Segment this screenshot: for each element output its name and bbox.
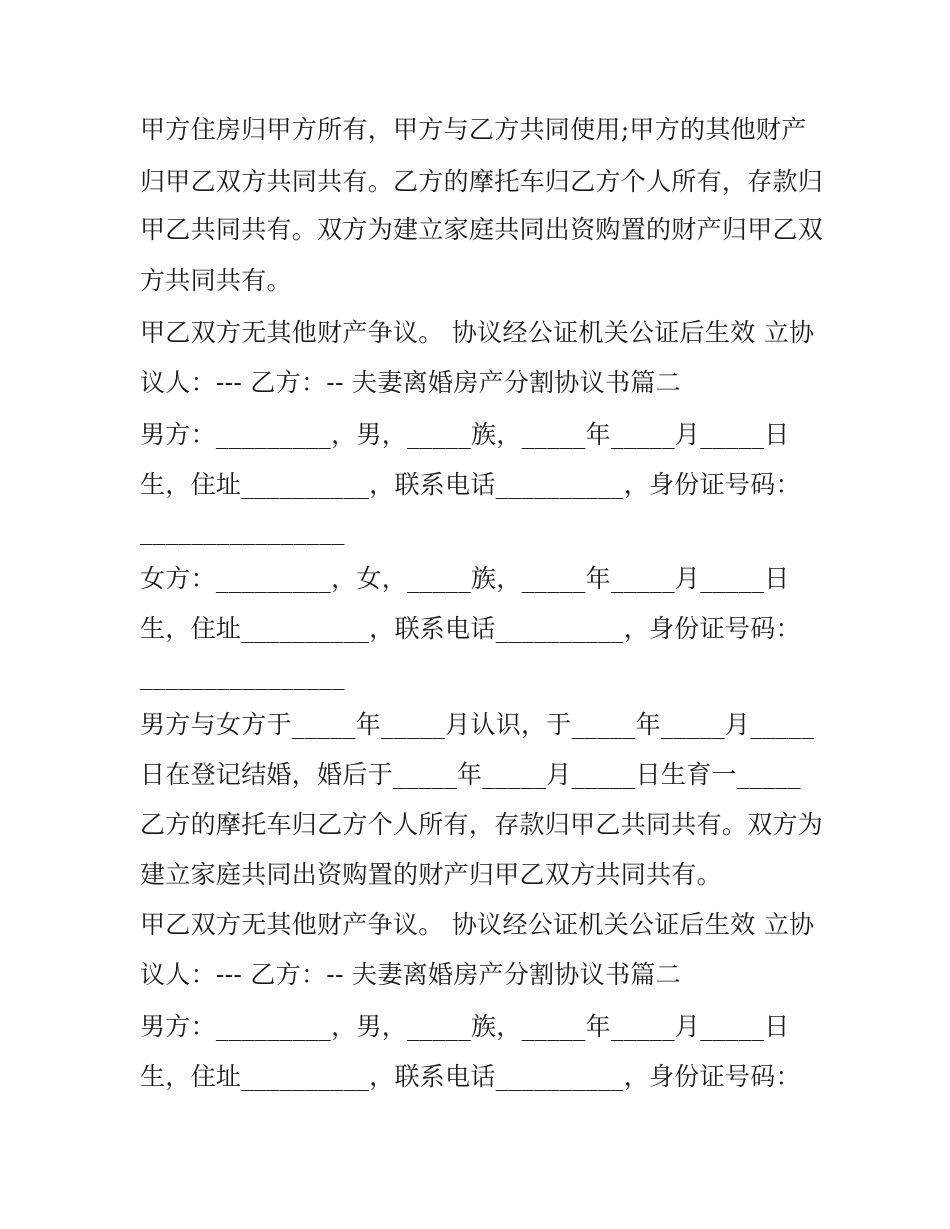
text-line: 归甲乙双方共同共有。乙方的摩托车归乙方个人所有，存款归: [140, 167, 824, 196]
text-line: 方共同共有。: [140, 266, 292, 295]
text-line: 甲乙双方无其他财产争议。 协议经公证机关公证后生效 立协: [140, 910, 815, 939]
form-line: 生，住址__________，联系电话__________，身份证号码：: [140, 1062, 801, 1091]
form-line: 日在登记结婚，婚后于_____年_____月_____日生育一_____: [140, 760, 801, 789]
form-line: 男方与女方于_____年_____月认识，于_____年_____月_____: [140, 710, 815, 739]
text-line: 甲乙双方无其他财产争议。 协议经公证机关公证后生效 立协: [140, 318, 815, 347]
form-line: 男方：_________，男，_____族，_____年_____月_____日: [140, 420, 790, 449]
form-line: 女方：_________，女，_____族，_____年_____月_____日: [140, 564, 790, 593]
text-line: 乙方的摩托车归乙方个人所有，存款归甲乙共同共有。双方为: [140, 810, 824, 839]
form-line: 男方：_________，男，_____族，_____年_____月_____日: [140, 1012, 790, 1041]
text-line: 议人：--- 乙方：-- 夫妻离婚房产分割协议书篇二: [140, 960, 681, 989]
form-line: 生，住址__________，联系电话__________，身份证号码：: [140, 614, 801, 643]
text-line: 甲乙共同共有。双方为建立家庭共同出资购置的财产归甲乙双: [140, 215, 824, 244]
form-line: 生，住址__________，联系电话__________，身份证号码：: [140, 470, 801, 499]
text-line: 建立家庭共同出资购置的财产归甲乙双方共同共有。: [140, 860, 722, 889]
blank-line: ________________: [140, 661, 345, 690]
text-line: 甲方住房归甲方所有，甲方与乙方共同使用;甲方的其他财产: [140, 115, 807, 144]
blank-line: ________________: [140, 516, 345, 545]
text-line: 议人：--- 乙方：-- 夫妻离婚房产分割协议书篇二: [140, 368, 681, 397]
